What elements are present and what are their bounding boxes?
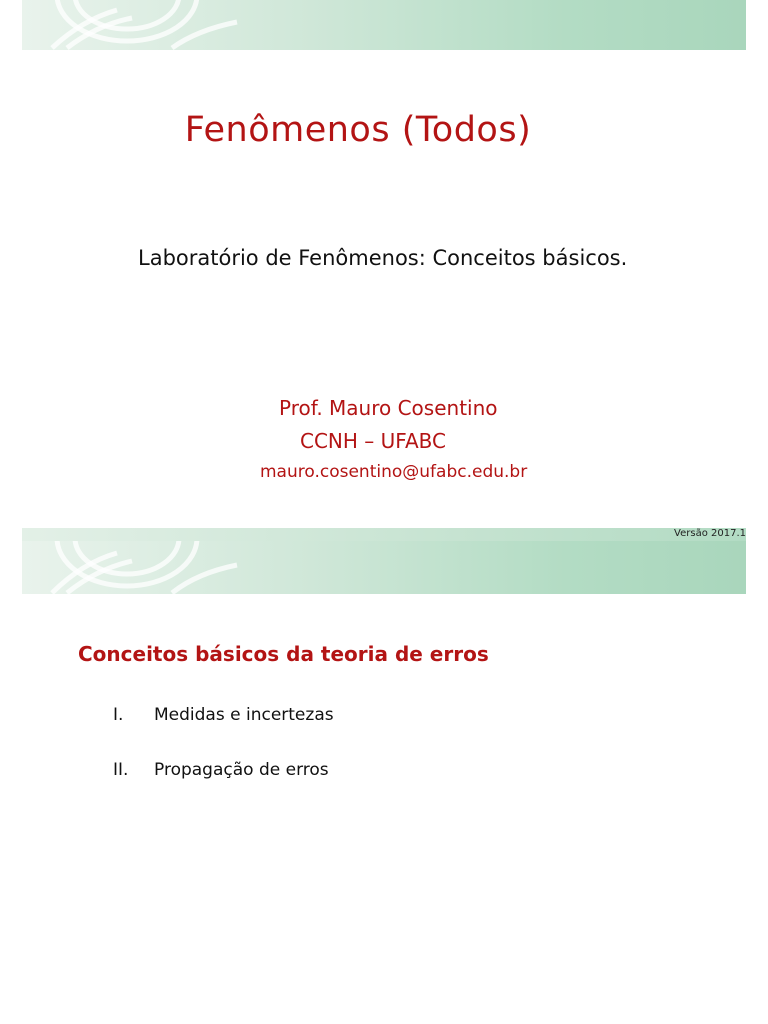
list-item-label: Propagação de erros <box>154 760 329 780</box>
section-heading: Conceitos básicos da teoria de erros <box>78 642 489 666</box>
header-banner <box>22 0 746 50</box>
slide-subtitle: Laboratório de Fenômenos: Conceitos básicos. <box>138 246 628 270</box>
list-item-label: Medidas e incertezas <box>154 705 334 725</box>
logo-watermark-icon <box>22 0 746 50</box>
author-email: mauro.cosentino@ufabc.edu.br <box>260 462 528 482</box>
header-banner-2 <box>22 541 746 594</box>
slide-footer-strip <box>22 528 746 541</box>
author-name: Prof. Mauro Cosentino <box>279 396 498 420</box>
list-item-number: II. <box>113 760 129 780</box>
slide-title: Fenômenos (Todos) <box>184 110 532 150</box>
logo-watermark-icon <box>22 541 746 594</box>
list-item <box>113 705 334 725</box>
list-item-number: I. <box>113 705 124 725</box>
version-label: Versão 2017.1 <box>674 528 746 539</box>
list-item <box>113 760 329 780</box>
institution: CCNH – UFABC <box>300 429 446 453</box>
